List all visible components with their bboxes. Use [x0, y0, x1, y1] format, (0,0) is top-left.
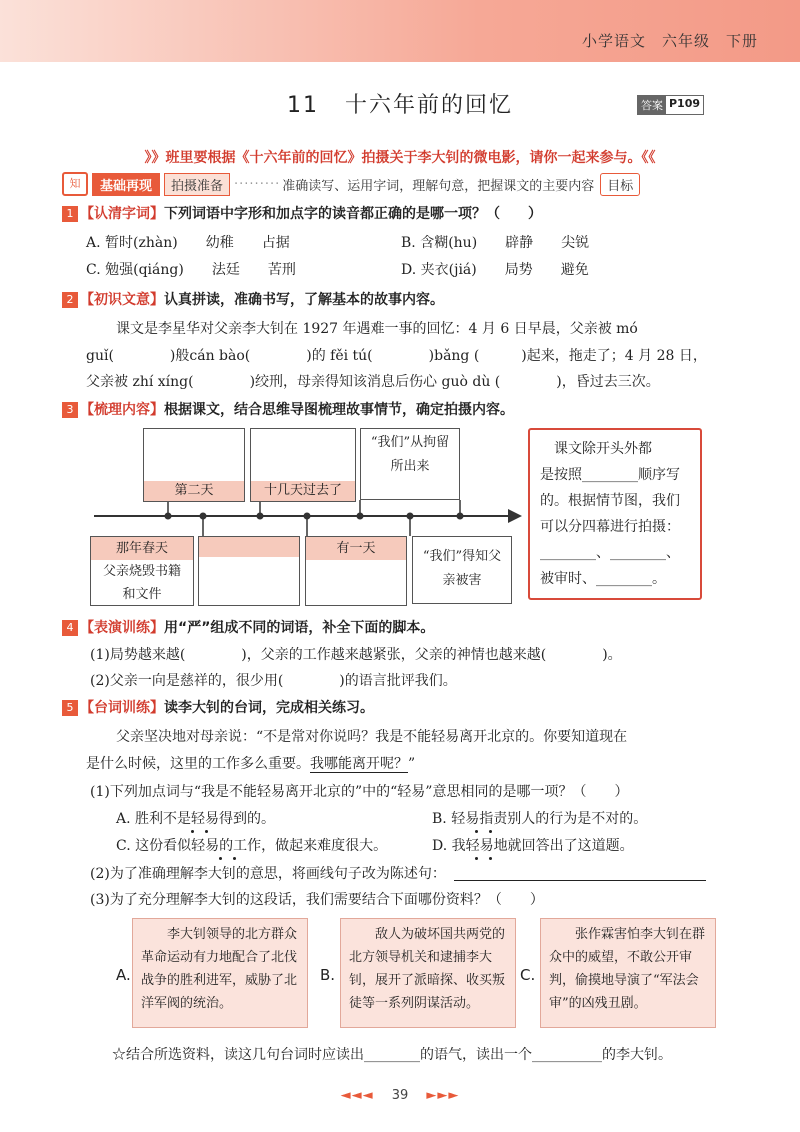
plot-summary-box: 课文除开头外都 是按照________顺序写 的。根据情节图，我们 可以分四幕进行拍摄： ________、________、 被审时、________。 [528, 428, 702, 600]
q5-sub2: (2)为了准确理解李大钊的意思，将画线句子改为陈述句： [90, 866, 446, 882]
q3-number: 3 [62, 402, 78, 418]
task-intro: 》》班里要根据《十六年前的回忆》拍摄关于李大钊的微电影，请你一起来参与。《《 [144, 150, 656, 166]
q4-stem [62, 618, 434, 638]
book-info: 小学语文 六年级 下册 [581, 32, 758, 50]
page-number: 39 [391, 1088, 409, 1103]
timeline-top-box-3: “我们”从拘留所出来 [360, 428, 460, 500]
timeline-bottom-box-1: 那年春天 父亲烧毁书籍和文件 [90, 536, 194, 606]
q2-number: 2 [62, 292, 78, 308]
timeline-bottom-box-2 [198, 536, 300, 606]
q4-number: 4 [62, 620, 78, 636]
material-b-letter: B. [320, 966, 336, 984]
material-c: 张作霖害怕李大钊在群众中的威望，不敢公开审判，偷摸地导演了“军法会审”的凶残丑剧。 [540, 918, 716, 1028]
q5-stem [62, 698, 374, 718]
material-a: 李大钊领导的北方群众革命运动有力地配合了北伐战争的胜利进军，威胁了北洋军阀的统治。 [132, 918, 308, 1028]
book-icon: 知 [62, 172, 88, 196]
lesson-number: 11 [286, 93, 319, 118]
q5-tag: 【台词训练】 [80, 700, 164, 716]
answer-page: P109 [669, 97, 701, 110]
q4-stem-text: 用“严”组成不同的词语，补全下面的脚本。 [164, 620, 435, 636]
material-b: 敌人为破坏国共两党的北方领导机关和逮捕李大钊，展开了派暗探、收买叛徒等一系列阴谋活动。 [340, 918, 516, 1028]
q4-tag: 【表演训练】 [80, 620, 164, 636]
q1-stem-text: 下列词语中字形和加点字的读音都正确的是哪一项？（ ） [164, 206, 542, 222]
section-main: 基础再现 [92, 173, 160, 196]
q2-line-1: 课文是李星华对父亲李大钊在 1927 年遇难一事的回忆：4 月 6 日早晨，父亲被 mó [116, 321, 638, 337]
q3-stem-text: 根据课文，结合思维导图梳理故事情节，确定拍摄内容。 [164, 402, 514, 418]
timeline-arrow [90, 500, 530, 536]
q5-number: 5 [62, 700, 78, 716]
q3-stem [62, 400, 514, 420]
q4-line-2: (2)父亲一向是慈祥的，很少用( )的语言批评我们。 [90, 673, 457, 689]
q2-line-3: 父亲被 zhí xíng( )绞刑，母亲得知该消息后伤心 guò dù ( )，昏过去三次。 [86, 374, 660, 390]
q5-sub1-option-a: A. 胜利不是轻易得到的。 [116, 811, 276, 827]
arrows-right-icon: ►►► [426, 1088, 460, 1103]
q2-stem-text: 认真拼读，准确书写，了解基本的故事内容。 [164, 292, 444, 308]
page-footer [0, 1088, 800, 1103]
q1-number: 1 [62, 206, 78, 222]
q2-line-2: guǐ( )般cán bào( )的 fěi tú( )bǎng ( )起来，拖走了；4 月 28 日， [86, 348, 707, 364]
q1-option-a: A. 暂时(zhàn) 幼稚 占据 [86, 235, 290, 251]
material-c-letter: C. [520, 966, 536, 984]
q4-line-1: (1)局势越来越( )，父亲的工作越来越紧张，父亲的神情也越来越( )。 [90, 647, 622, 663]
q5-sub1-option-b: B. 轻易指责别人的行为是不对的。 [432, 811, 648, 827]
timeline-top-box-1: 第二天 [143, 428, 245, 502]
q1-option-b: B. 含糊(hu) 辟静 尖锐 [401, 235, 590, 251]
section-goal: 目标 [600, 173, 640, 196]
arrows-left-icon: ◄◄◄ [340, 1088, 374, 1103]
answer-reference [637, 95, 704, 115]
q1-option-c: C. 勉强(qiáng) 法廷 苦刑 [86, 262, 296, 278]
section-sub: 拍摄准备 [164, 173, 230, 196]
lesson-title-text: 十六年前的回忆 [344, 93, 513, 118]
section-bar [62, 173, 640, 195]
timeline-bottom-box-4: “我们”得知父亲被害 [412, 536, 512, 604]
q5-quote-line-2: 是什么时候，这里的工作多么重要。我哪能离开呢？” [86, 756, 416, 772]
answer-label: 答案 [638, 96, 666, 114]
q5-final: ☆结合所选资料，读这几句台词时应读出________的语气，读出一个__________的李大钊。 [112, 1047, 672, 1063]
q5-sub1-option-c: C. 这份看似轻易的工作，做起来难度很大。 [116, 838, 388, 854]
q2-stem [62, 290, 444, 310]
q1-option-d: D. 夹衣(jiá) 局势 避免 [401, 262, 589, 278]
underlined-sentence: 我哪能离开呢？ [310, 756, 408, 772]
section-desc: 准确读写、运用字词，理解句意，把握课文的主要内容 [282, 178, 595, 194]
timeline-bottom-box-3: 有一天 [305, 536, 407, 606]
q5-sub1-option-d: D. 我轻易地就回答出了这道题。 [432, 838, 634, 854]
q5-quote-line-1: 父亲坚决地对母亲说：“不是常对你说吗？我是不能轻易离开北京的。你要知道现在 [116, 729, 628, 745]
q5-stem-text: 读李大钊的台词，完成相关练习。 [164, 700, 374, 716]
q5-sub1: (1)下列加点词与“我是不能轻易离开北京的”中的“轻易”意思相同的是哪一项？（ ） [90, 784, 629, 800]
section-dots: ········· [234, 176, 281, 192]
q1-stem [62, 204, 542, 224]
q1-tag: 【认清字词】 [80, 206, 164, 222]
timeline-top-box-2: 十几天过去了 [250, 428, 356, 502]
q5-sub3: (3)为了充分理解李大钊的这段话，我们需要结合下面哪份资料？（ ） [90, 892, 544, 908]
q5-sub2-answer-line[interactable] [454, 880, 706, 881]
material-a-letter: A. [116, 966, 131, 984]
q2-tag: 【初识文意】 [80, 292, 164, 308]
q3-tag: 【梳理内容】 [80, 402, 164, 418]
